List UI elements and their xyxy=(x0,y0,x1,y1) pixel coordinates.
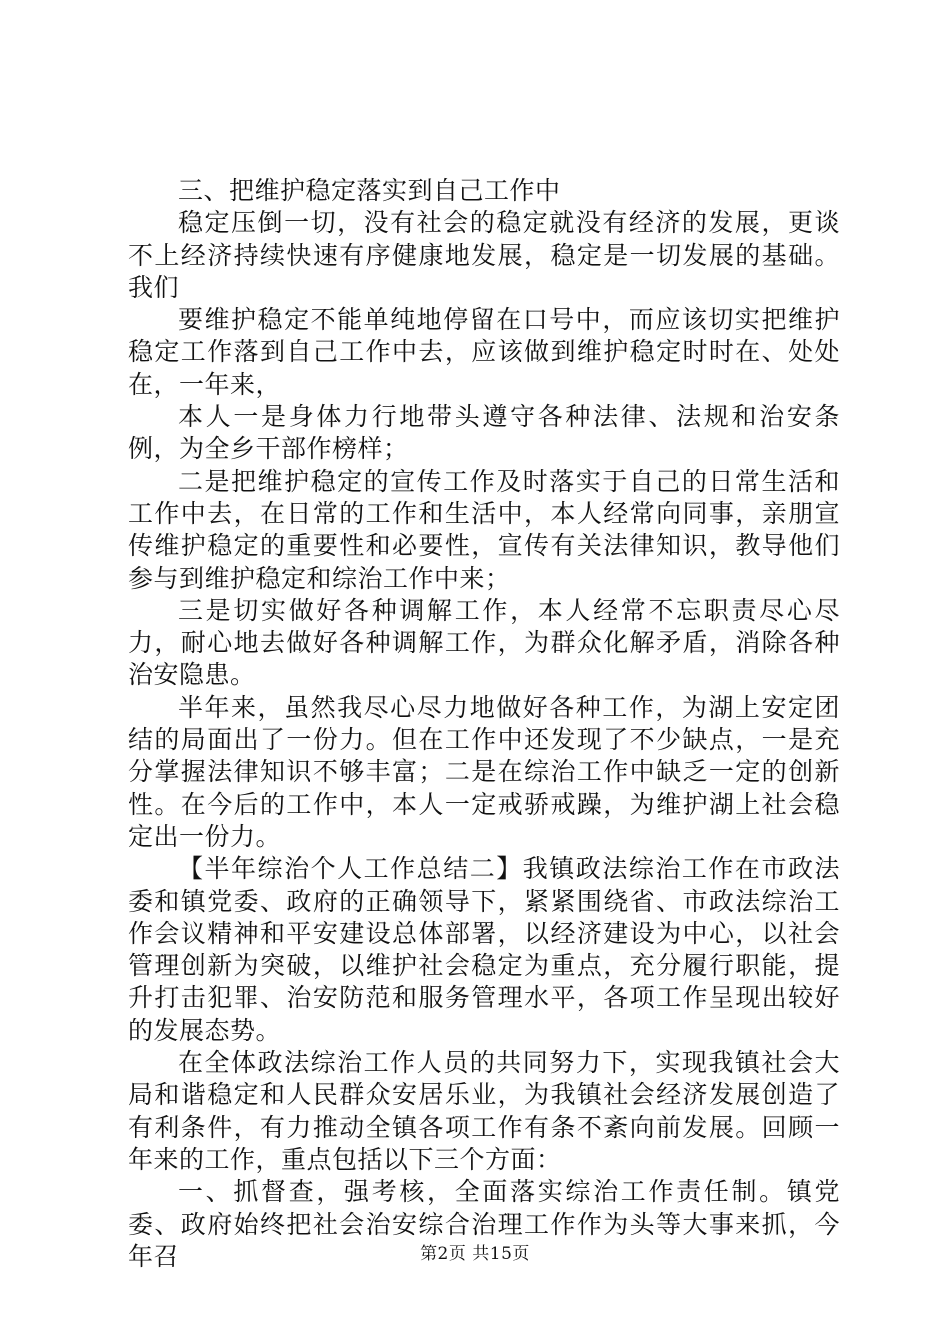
paragraph: 一、抓督查，强考核，全面落实综治工作责任制。镇党委、政府始终把社会治安综合治理工作作为头等大事来抓，今年召 xyxy=(128,1177,840,1271)
paragraph: 在全体政法综治工作人员的共同努力下，实现我镇社会大局和谐稳定和人民群众安居乐业，为我镇社会经济发展创造了有利条件，有力推动全镇各项工作有条不紊向前发展。回顾一年来的工作，重点包括以下三个方面： xyxy=(128,1048,840,1174)
paragraph: 【半年综治个人工作总结二】我镇政法综治工作在市政法委和镇党委、政府的正确领导下，紧紧围绕省、市政法综治工作会议精神和平安建设总体部署，以经济建设为中心，以社会管理创新为突破，以维护社会稳定为重点，充分履行职能，提升打击犯罪、治安防范和服务管理水平，各项工作呈现出较好的发展态势。 xyxy=(128,854,840,1045)
page-number-footer: 第2页 共15页 xyxy=(420,1244,530,1264)
paragraph: 半年来，虽然我尽心尽力地做好各种工作，为湖上安定团结的局面出了一份力。但在工作中还发现了不少缺点，一是充分掌握法律知识不够丰富；二是在综治工作中缺乏一定的创新性。在今后的工作中，本人一定戒骄戒躁，为维护湖上社会稳定出一份力。 xyxy=(128,692,840,851)
paragraph: 本人一是身体力行地带头遵守各种法律、法规和治安条例，为全乡干部作榜样； xyxy=(128,402,840,464)
paragraph: 三、把维护稳定落实到自己工作中 xyxy=(178,176,561,205)
paragraph: 要维护稳定不能单纯地停留在口号中，而应该切实把维护稳定工作落到自己工作中去，应该做到维护稳定时时在、处处在，一年来， xyxy=(128,305,840,399)
paragraph: 三是切实做好各种调解工作，本人经常不忘职责尽心尽力，耐心地去做好各种调解工作，为群众化解矛盾，消除各种治安隐患。 xyxy=(128,595,840,690)
paragraph: 二是把维护稳定的宣传工作及时落实于自己的日常生活和工作中去，在日常的工作和生活中，本人经常向同事，亲朋宣传维护稳定的重要性和必要性，宣传有关法律知识，教导他们参与到维护稳定和综治工作中来； xyxy=(128,466,840,593)
paragraph: 稳定压倒一切，没有社会的稳定就没有经济的发展，更谈不上经济持续快速有序健康地发展，稳定是一切发展的基础。我们 xyxy=(128,208,840,302)
document-body xyxy=(128,175,840,1273)
